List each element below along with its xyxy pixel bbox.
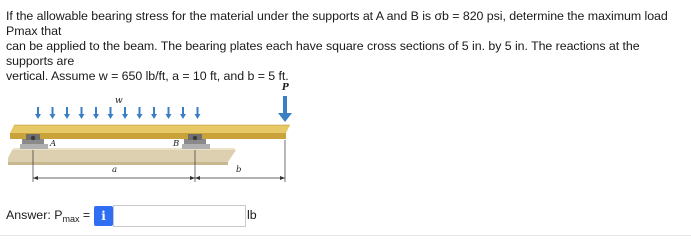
problem-statement bbox=[6, 9, 684, 84]
beam-diagram bbox=[8, 78, 308, 190]
ground-base bbox=[8, 148, 236, 165]
answer-label-suffix: = bbox=[79, 208, 91, 222]
distributed-load-arrow bbox=[180, 107, 186, 119]
unit-label: lb bbox=[247, 208, 257, 222]
distributed-load-arrow bbox=[151, 107, 157, 119]
load-label-w: w bbox=[115, 96, 123, 106]
problem-line-3: vertical. Assume w = 650 lb/ft, a = 10 ft, and b = 5 ft. bbox=[6, 69, 289, 83]
problem-line-1: If the allowable bearing stress for the material under the supports at A and B is σb = 820 psi, determine the maximum load Pmax that bbox=[6, 9, 668, 38]
distributed-load-arrow bbox=[108, 107, 114, 119]
answer-label bbox=[6, 208, 90, 222]
answer-label-sub: max bbox=[62, 214, 80, 224]
point-load-arrow bbox=[278, 96, 292, 122]
distributed-load-arrow bbox=[195, 107, 201, 119]
dim-label-a: a bbox=[112, 165, 118, 175]
dim-label-b: b bbox=[236, 165, 242, 175]
beam-figure bbox=[8, 78, 308, 190]
distributed-load-arrow bbox=[166, 107, 172, 119]
distributed-load-arrow bbox=[122, 107, 128, 119]
info-icon[interactable]: i bbox=[94, 206, 113, 226]
problem-line-2: can be applied to the beam. The bearing plates each have square cross sections of 5 in. by 5 in. The reactions at the supports are bbox=[6, 39, 640, 68]
distributed-load-arrow bbox=[35, 107, 41, 119]
support-label-b: B bbox=[173, 139, 180, 149]
divider bbox=[0, 235, 691, 236]
distributed-load bbox=[35, 107, 201, 119]
distributed-load-arrow bbox=[137, 107, 143, 119]
support-label-a: A bbox=[50, 139, 57, 149]
load-label-p: P bbox=[282, 83, 289, 93]
answer-label-prefix: Answer: P bbox=[6, 208, 63, 222]
answer-row bbox=[6, 203, 666, 229]
answer-input[interactable] bbox=[113, 205, 246, 227]
distributed-load-arrow bbox=[50, 107, 56, 119]
distributed-load-arrow bbox=[79, 107, 85, 119]
distributed-load-arrow bbox=[93, 107, 99, 119]
beam bbox=[10, 125, 290, 139]
distributed-load-arrow bbox=[64, 107, 70, 119]
